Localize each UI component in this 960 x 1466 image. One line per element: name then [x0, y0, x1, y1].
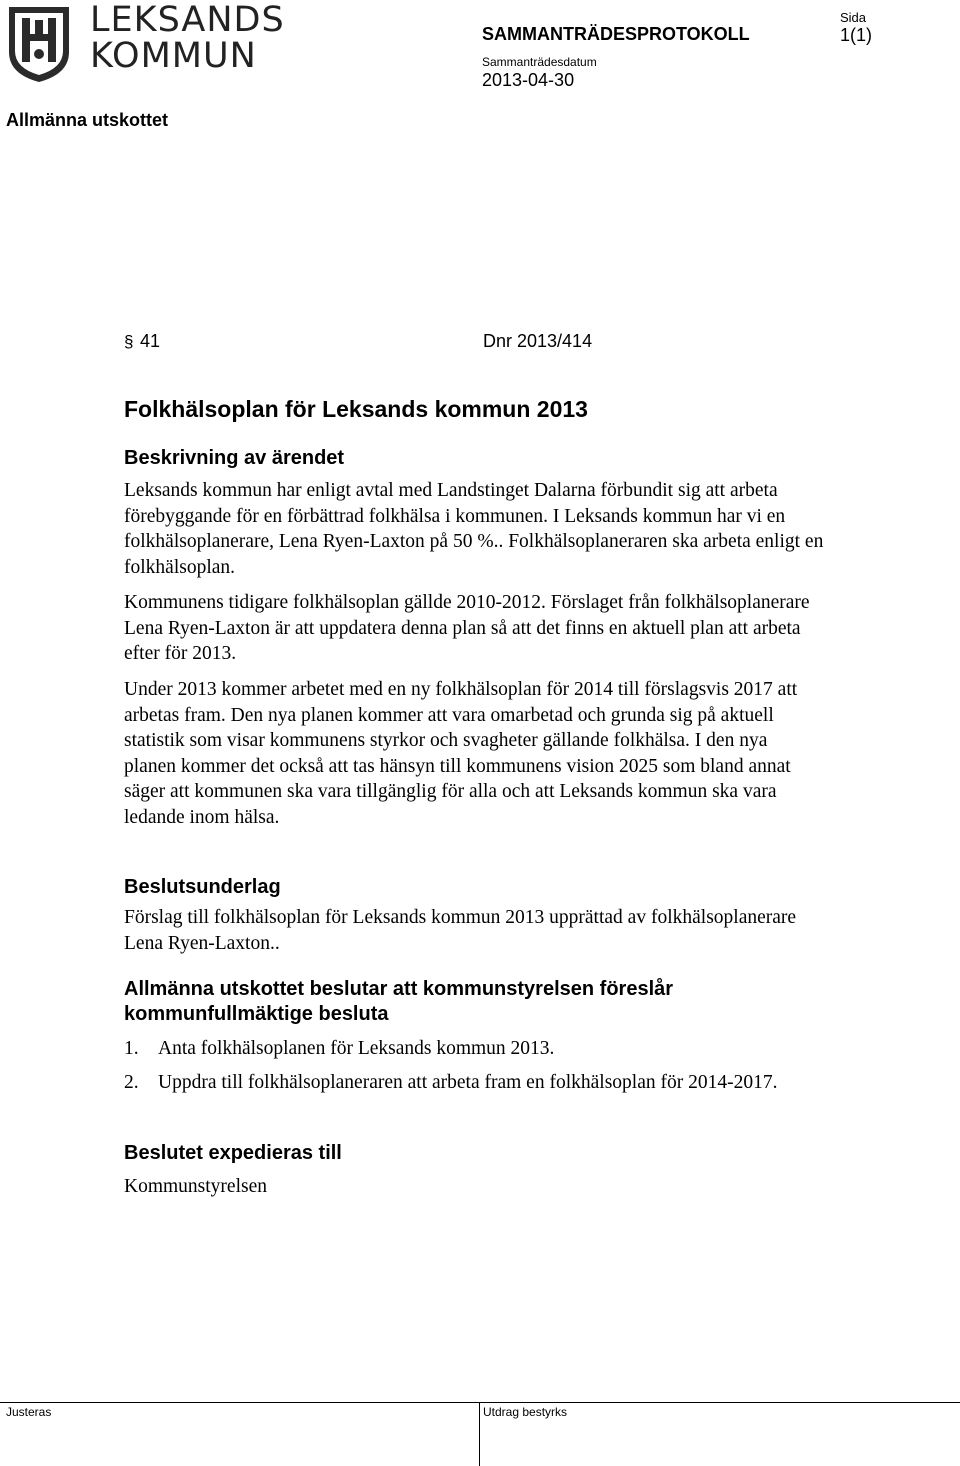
meeting-date: 2013-04-30: [482, 70, 575, 90]
document-type: SAMMANTRÄDESPROTOKOLL: [482, 24, 750, 44]
extract-certified-label: Utdrag bestyrks: [483, 1405, 568, 1419]
decision-item-text: Uppdra till folkhälsoplaneraren att arbeta fram en folkhälsoplan för 2014-2017.: [158, 1072, 778, 1093]
logo-wordmark: [90, 2, 285, 74]
description-paragraph: Kommunens tidigare folkhälsoplan gällde 2010-2012. Förslaget från folkhälsoplanerare Lena Ryen-Laxton är att uppdatera denna plan så att det finns en aktuell plan att arbeta efter för 2013.: [124, 592, 810, 664]
committee-name: Allmänna utskottet: [6, 110, 169, 130]
decision-heading: Allmänna utskottet beslutar att kommunstyrelsen föreslår kommunfullmäktige besluta: [124, 978, 674, 1025]
decision-item-number: 2.: [124, 1072, 139, 1093]
distribution-heading: Beslutet expedieras till: [124, 1142, 342, 1164]
description-paragraph: Under 2013 kommer arbetet med en ny folkhälsoplan för 2014 till förslagsvis 2017 att arbetas fram. Den nya planen kommer att vara omarbetad och grunda sig på aktuell statistik som visar kommunens styrkor och svagheter gällande folkhälsa. I den nya planen kommer det också att tas hänsyn till kommunens vision 2025 som bland annat säger att kommunen ska vara tillgänglig för alla och att Leksands kommun ska vara ledande inom hälsa.: [124, 679, 798, 828]
distribution-recipient: Kommunstyrelsen: [124, 1176, 267, 1197]
section-number: 41: [140, 331, 161, 351]
basis-text: Förslag till folkhälsoplan för Leksands kommun 2013 upprättad av folkhälsoplanerare Lena Ryen-Laxton..: [124, 907, 797, 954]
description-paragraph: Leksands kommun har enligt avtal med Landstinget Dalarna förbundit sig att arbeta förebyggande för en förbättrad folkhälsa i kommunen. I Leksands kommun har vi en folkhälsoplanerare, Lena Ryen-Laxton på 50 %.. Folkhälsoplaneraren ska arbeta enligt en folkhälsoplan.: [124, 480, 824, 578]
footer-column-divider: [479, 1402, 480, 1466]
description-heading: Beskrivning av ärendet: [124, 447, 345, 469]
leksands-coat-of-arms-icon: [6, 4, 72, 84]
logo-line-1: LEKSANDS: [90, 0, 285, 40]
meeting-date-label: Sammanträdesdatum: [482, 55, 597, 69]
adjustment-signature-label: Justeras: [6, 1405, 52, 1419]
section-sign: §: [124, 332, 134, 351]
decision-item-text: Anta folkhälsoplanen för Leksands kommun 2013.: [158, 1038, 555, 1059]
case-reference: Dnr 2013/414: [483, 331, 593, 351]
decision-item-number: 1.: [124, 1038, 139, 1059]
basis-heading: Beslutsunderlag: [124, 876, 281, 898]
logo-line-2: KOMMUN: [90, 36, 257, 76]
footer-divider-line: [0, 1402, 960, 1403]
case-title: Folkhälsoplan för Leksands kommun 2013: [124, 396, 588, 422]
page-number: 1(1): [840, 25, 873, 45]
page-label: Sida: [840, 10, 867, 25]
